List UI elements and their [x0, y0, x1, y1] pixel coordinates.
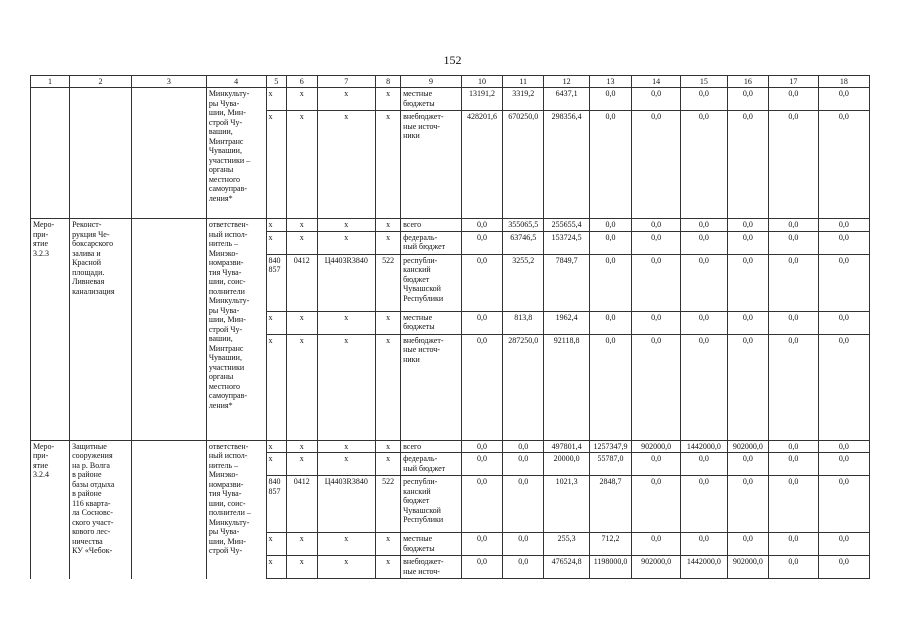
value-cell: 0,0	[503, 556, 544, 579]
value-cell: 0,0	[818, 111, 869, 219]
funding-source-cell: местные бюджеты	[401, 88, 462, 111]
value-cell: 1257347,9	[589, 440, 631, 453]
header-row	[31, 76, 870, 88]
kbk-target-article-cell: Ц4403R3840	[317, 476, 376, 533]
value-cell: 0,0	[727, 533, 768, 556]
kbk-grbs-cell: x	[266, 311, 287, 334]
value-cell: 0,0	[589, 334, 631, 440]
kbk-target-article-cell: x	[317, 334, 376, 440]
responsible-executor-cell: Минкульту- ры Чува- шии, Мин- строй Чу- вашии, Минтранс Чувашии, участники – органы местного самоуправ- ления*	[206, 88, 266, 219]
value-cell: 0,0	[818, 311, 869, 334]
value-cell: 0,0	[632, 453, 681, 476]
value-cell: 0,0	[818, 254, 869, 311]
header-cell: 12	[544, 76, 590, 88]
header-cell: 18	[818, 76, 869, 88]
funding-source-cell: федераль- ный бюджет	[401, 231, 462, 254]
value-cell: 92118,8	[544, 334, 590, 440]
kbk-section-cell: x	[287, 219, 317, 232]
kbk-target-article-cell: x	[317, 556, 376, 579]
table-row	[31, 88, 870, 111]
value-cell: 0,0	[681, 453, 728, 476]
measure-name-cell: Реконст- рукция Че- боксарского залива и Красной площади. Ливневая канализация	[70, 219, 132, 441]
funding-source-cell: всего	[401, 219, 462, 232]
value-cell: 20000,0	[544, 453, 590, 476]
kbk-target-article-cell: x	[317, 88, 376, 111]
kbk-section-cell: x	[287, 453, 317, 476]
kbk-target-article-cell: x	[317, 440, 376, 453]
value-cell: 497801,4	[544, 440, 590, 453]
header-cell: 6	[287, 76, 317, 88]
value-cell: 0,0	[727, 476, 768, 533]
value-cell: 3319,2	[503, 88, 544, 111]
target-indicator-cell	[131, 219, 206, 441]
value-cell: 0,0	[461, 334, 502, 440]
kbk-target-article-cell: x	[317, 111, 376, 219]
header-cell: 10	[461, 76, 502, 88]
value-cell: 0,0	[681, 231, 728, 254]
value-cell: 0,0	[461, 219, 502, 232]
measure-number-cell: Меро- при- ятие 3.2.3	[31, 219, 70, 441]
value-cell: 0,0	[768, 476, 818, 533]
value-cell: 0,0	[727, 111, 768, 219]
kbk-expense-type-cell: 522	[376, 254, 401, 311]
value-cell: 255,3	[544, 533, 590, 556]
kbk-section-cell: x	[287, 533, 317, 556]
value-cell: 0,0	[818, 476, 869, 533]
header-cell: 5	[266, 76, 287, 88]
funding-source-cell: местные бюджеты	[401, 533, 462, 556]
value-cell: 0,0	[681, 219, 728, 232]
value-cell: 0,0	[589, 88, 631, 111]
kbk-section-cell: x	[287, 334, 317, 440]
value-cell: 0,0	[768, 88, 818, 111]
value-cell: 0,0	[632, 533, 681, 556]
funding-source-cell: федераль- ный бюджет	[401, 453, 462, 476]
value-cell: 0,0	[461, 311, 502, 334]
value-cell: 0,0	[818, 556, 869, 579]
value-cell: 0,0	[768, 254, 818, 311]
value-cell: 813,8	[503, 311, 544, 334]
value-cell: 0,0	[461, 533, 502, 556]
value-cell: 0,0	[503, 453, 544, 476]
kbk-grbs-cell: x	[266, 440, 287, 453]
value-cell: 0,0	[461, 231, 502, 254]
header-cell: 14	[632, 76, 681, 88]
header-cell: 8	[376, 76, 401, 88]
kbk-grbs-cell: x	[266, 88, 287, 111]
value-cell: 0,0	[818, 453, 869, 476]
header-cell: 9	[401, 76, 462, 88]
value-cell: 0,0	[632, 254, 681, 311]
value-cell: 902000,0	[632, 556, 681, 579]
target-indicator-cell	[131, 440, 206, 579]
header-cell: 2	[70, 76, 132, 88]
value-cell: 0,0	[768, 219, 818, 232]
value-cell: 0,0	[589, 311, 631, 334]
funding-source-cell: внебюджет- ные источ- ники	[401, 111, 462, 219]
value-cell: 0,0	[681, 476, 728, 533]
kbk-expense-type-cell: x	[376, 88, 401, 111]
kbk-section-cell: x	[287, 231, 317, 254]
value-cell: 0,0	[768, 533, 818, 556]
value-cell: 0,0	[818, 440, 869, 453]
value-cell: 1021,3	[544, 476, 590, 533]
value-cell: 0,0	[727, 334, 768, 440]
measure-number-cell: Меро- при- ятие 3.2.4	[31, 440, 70, 579]
value-cell: 0,0	[768, 231, 818, 254]
funding-source-cell: внебюджет- ные источ-	[401, 556, 462, 579]
kbk-grbs-cell: 840 857	[266, 254, 287, 311]
header-cell: 4	[206, 76, 266, 88]
kbk-grbs-cell: 840 857	[266, 476, 287, 533]
table-row	[31, 219, 870, 232]
header-cell: 15	[681, 76, 728, 88]
kbk-expense-type-cell: x	[376, 111, 401, 219]
value-cell: 0,0	[589, 254, 631, 311]
value-cell: 6437,1	[544, 88, 590, 111]
budget-table	[30, 75, 870, 579]
page-number: 152	[443, 53, 462, 67]
value-cell: 13191,2	[461, 88, 502, 111]
value-cell: 0,0	[818, 231, 869, 254]
value-cell: 0,0	[589, 219, 631, 232]
value-cell: 1962,4	[544, 311, 590, 334]
kbk-grbs-cell: x	[266, 556, 287, 579]
kbk-expense-type-cell: x	[376, 556, 401, 579]
header-cell: 3	[131, 76, 206, 88]
kbk-section-cell: 0412	[287, 476, 317, 533]
value-cell: 63746,5	[503, 231, 544, 254]
value-cell: 0,0	[632, 219, 681, 232]
value-cell: 0,0	[503, 440, 544, 453]
value-cell: 0,0	[727, 231, 768, 254]
kbk-section-cell: x	[287, 556, 317, 579]
kbk-grbs-cell: x	[266, 533, 287, 556]
value-cell: 0,0	[768, 453, 818, 476]
value-cell: 1442000,0	[681, 440, 728, 453]
value-cell: 0,0	[461, 453, 502, 476]
measure-name-cell	[70, 88, 132, 219]
value-cell: 55787,0	[589, 453, 631, 476]
value-cell: 355065,5	[503, 219, 544, 232]
value-cell: 0,0	[727, 453, 768, 476]
value-cell: 153724,5	[544, 231, 590, 254]
value-cell: 0,0	[681, 88, 728, 111]
value-cell: 0,0	[818, 219, 869, 232]
kbk-target-article-cell: x	[317, 219, 376, 232]
value-cell: 0,0	[681, 254, 728, 311]
value-cell: 0,0	[681, 533, 728, 556]
funding-source-cell: всего	[401, 440, 462, 453]
value-cell: 255655,4	[544, 219, 590, 232]
header-cell: 16	[727, 76, 768, 88]
header-cell: 11	[503, 76, 544, 88]
table-row	[31, 440, 870, 453]
value-cell: 1442000,0	[681, 556, 728, 579]
value-cell: 0,0	[727, 219, 768, 232]
kbk-grbs-cell: x	[266, 231, 287, 254]
kbk-expense-type-cell: 522	[376, 476, 401, 533]
value-cell: 0,0	[818, 88, 869, 111]
value-cell: 0,0	[503, 476, 544, 533]
kbk-expense-type-cell: x	[376, 440, 401, 453]
value-cell: 0,0	[461, 476, 502, 533]
kbk-expense-type-cell: x	[376, 453, 401, 476]
funding-source-cell: республи- канский бюджет Чувашской Республики	[401, 254, 462, 311]
kbk-expense-type-cell: x	[376, 533, 401, 556]
kbk-section-cell: x	[287, 440, 317, 453]
kbk-grbs-cell: x	[266, 334, 287, 440]
kbk-grbs-cell: x	[266, 453, 287, 476]
value-cell: 0,0	[727, 254, 768, 311]
value-cell: 476524,8	[544, 556, 590, 579]
kbk-section-cell: x	[287, 88, 317, 111]
value-cell: 670250,0	[503, 111, 544, 219]
target-indicator-cell	[131, 88, 206, 219]
value-cell: 0,0	[503, 533, 544, 556]
value-cell: 3255,2	[503, 254, 544, 311]
kbk-section-cell: x	[287, 111, 317, 219]
kbk-expense-type-cell: x	[376, 231, 401, 254]
responsible-executor-cell: ответствен- ный испол- нитель – Минэко- номразви- тия Чува- шии, соис- полнители Минкульту- ры Чува- шии, Мин- строй Чу- вашии, Минтранс Чувашии, участники органы местного самоуправ- ления*	[206, 219, 266, 441]
value-cell: 0,0	[727, 88, 768, 111]
value-cell: 902000,0	[727, 440, 768, 453]
value-cell: 2848,7	[589, 476, 631, 533]
value-cell: 0,0	[632, 334, 681, 440]
value-cell: 902000,0	[632, 440, 681, 453]
value-cell: 0,0	[461, 556, 502, 579]
kbk-target-article-cell: x	[317, 453, 376, 476]
kbk-target-article-cell: x	[317, 311, 376, 334]
value-cell: 0,0	[768, 440, 818, 453]
funding-source-cell: местные бюджеты	[401, 311, 462, 334]
kbk-section-cell: 0412	[287, 254, 317, 311]
kbk-target-article-cell: x	[317, 533, 376, 556]
kbk-section-cell: x	[287, 311, 317, 334]
value-cell: 0,0	[768, 334, 818, 440]
header-cell: 17	[768, 76, 818, 88]
value-cell: 902000,0	[727, 556, 768, 579]
value-cell: 287250,0	[503, 334, 544, 440]
value-cell: 0,0	[681, 311, 728, 334]
value-cell: 0,0	[768, 556, 818, 579]
measure-name-cell: Защитные сооружения на р. Волга в районе базы отдыха в районе 116 кварта- ла Сосновс- ского участ- кового лес- ничества КУ «Чебок-	[70, 440, 132, 579]
funding-source-cell: внебюджет- ные источ- ники	[401, 334, 462, 440]
value-cell: 712,2	[589, 533, 631, 556]
value-cell: 7849,7	[544, 254, 590, 311]
value-cell: 0,0	[681, 111, 728, 219]
measure-number-cell	[31, 88, 70, 219]
kbk-expense-type-cell: x	[376, 334, 401, 440]
kbk-expense-type-cell: x	[376, 219, 401, 232]
value-cell: 0,0	[818, 533, 869, 556]
value-cell: 0,0	[632, 111, 681, 219]
value-cell: 0,0	[589, 111, 631, 219]
value-cell: 0,0	[589, 231, 631, 254]
responsible-executor-cell: ответствен- ный испол- нитель – Минэко- номразви- тия Чува- шии, соис- полнители – Минкульту- ры Чува- шии, Мин- строй Чу-	[206, 440, 266, 579]
value-cell: 0,0	[818, 334, 869, 440]
value-cell: 0,0	[461, 440, 502, 453]
value-cell: 0,0	[768, 111, 818, 219]
value-cell: 1198000,0	[589, 556, 631, 579]
header-cell: 13	[589, 76, 631, 88]
header-cell: 7	[317, 76, 376, 88]
value-cell: 0,0	[681, 334, 728, 440]
value-cell: 298356,4	[544, 111, 590, 219]
value-cell: 428201,6	[461, 111, 502, 219]
value-cell: 0,0	[632, 231, 681, 254]
value-cell: 0,0	[632, 88, 681, 111]
kbk-target-article-cell: Ц4403R3840	[317, 254, 376, 311]
header-cell: 1	[31, 76, 70, 88]
kbk-target-article-cell: x	[317, 231, 376, 254]
kbk-grbs-cell: x	[266, 219, 287, 232]
value-cell: 0,0	[632, 311, 681, 334]
kbk-grbs-cell: x	[266, 111, 287, 219]
value-cell: 0,0	[461, 254, 502, 311]
value-cell: 0,0	[727, 311, 768, 334]
kbk-expense-type-cell: x	[376, 311, 401, 334]
value-cell: 0,0	[632, 476, 681, 533]
funding-source-cell: республи- канский бюджет Чувашской Республики	[401, 476, 462, 533]
value-cell: 0,0	[768, 311, 818, 334]
